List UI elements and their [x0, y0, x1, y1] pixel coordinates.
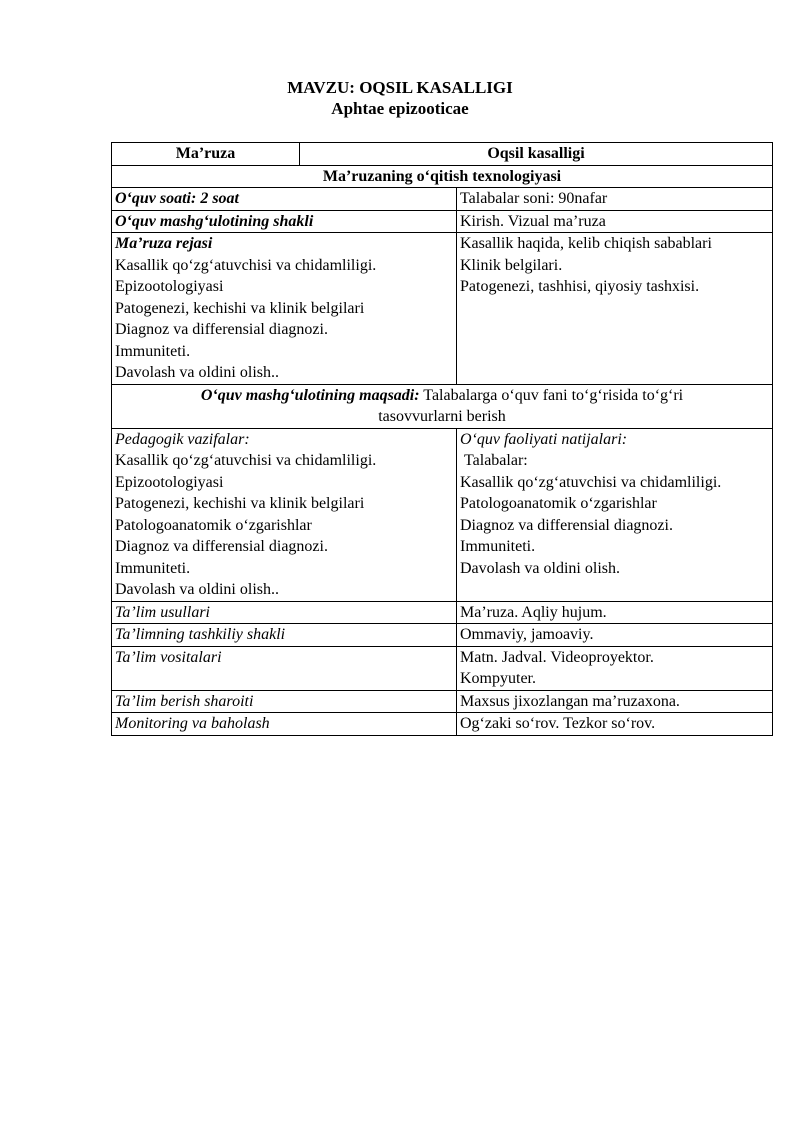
form-value-cell: Kirish. Vizual ma’ruza — [457, 210, 773, 233]
hours-row — [112, 188, 773, 211]
plan-item: Patogenezi, kechishi va klinik belgilari — [115, 299, 365, 317]
org-row — [112, 624, 773, 647]
head-left-cell: Ma’ruza — [112, 143, 300, 166]
monitoring-row — [112, 713, 773, 736]
tasks-label: Pedagogik vazifalar: — [115, 430, 250, 448]
plan-label: Ma’ruza rejasi — [115, 235, 213, 252]
conditions-row — [112, 690, 773, 713]
tools-row — [112, 646, 773, 690]
tools-value-cont: Kompyuter. — [460, 670, 536, 687]
result-item: Diagnoz va differensial diagnozi. — [460, 516, 673, 534]
document-title: MAVZU: OQSIL KASALLIGI — [287, 78, 513, 97]
result-item: Davolash va oldini olish. — [460, 559, 620, 577]
plan-right-item: Kasallik haqida, kelib chiqish sabablari — [460, 235, 712, 252]
task-item: Kasallik qo‘zg‘atuvchisi va chidamliligi. — [115, 452, 377, 469]
goal-text-cont: tasovvurlarni berish — [378, 408, 506, 425]
monitoring-label-cell: Monitoring va baholash — [112, 713, 457, 736]
tools-label-cell: Ta’lim vositalari — [112, 646, 457, 690]
plan-item: Epizootologiyasi — [115, 278, 224, 295]
students-count-cell: Talabalar soni: 90nafar — [457, 188, 773, 211]
conditions-value-cell: Maxsus jixozlangan ma’ruzaxona. — [457, 690, 773, 713]
task-item: Epizootologiyasi — [115, 473, 224, 491]
task-item: Patologoanatomik o‘zgarishlar — [115, 516, 312, 534]
results-subhead: Talabalar: — [464, 452, 528, 469]
lecture-technology-table — [111, 142, 773, 736]
plan-item: Davolash va oldini olish.. — [115, 364, 279, 381]
goal-text: Talabalarga o‘quv fani to‘g‘risida to‘g‘ri — [423, 386, 684, 404]
plan-item: Diagnoz va differensial diagnozi. — [115, 321, 328, 338]
plan-cell — [112, 233, 457, 385]
table-head-row — [112, 143, 773, 166]
results-cell — [457, 428, 773, 601]
org-value-cell: Ommaviy, jamoaviy. — [457, 624, 773, 647]
conditions-label-cell: Ta’lim berish sharoiti — [112, 690, 457, 713]
section-title-row — [112, 165, 773, 188]
result-item: Immuniteti. — [460, 538, 536, 555]
tools-value: Matn. Jadval. Videoproyektor. — [460, 648, 654, 666]
goal-row — [112, 384, 773, 428]
plan-item: Immuniteti. — [115, 342, 191, 360]
tasks-cell — [112, 428, 457, 601]
tasks-row — [112, 428, 773, 601]
head-right-cell: Oqsil kasalligi — [300, 143, 773, 166]
org-label-cell: Ta’limning tashkiliy shakli — [112, 624, 457, 647]
section-title-cell: Ma’ruzaning o‘qitish texnologiyasi — [112, 165, 773, 188]
plan-right-item: Klinik belgilari. — [460, 256, 563, 274]
task-item: Diagnoz va differensial diagnozi. — [115, 538, 328, 555]
task-item: Immuniteti. — [115, 559, 191, 577]
result-item: Kasallik qo‘zg‘atuvchisi va chidamliligi. — [460, 473, 722, 491]
plan-right-item: Patogenezi, tashhisi, qiyosiy tashxisi. — [460, 278, 700, 295]
plan-item: Kasallik qo‘zg‘atuvchisi va chidamliligi. — [115, 256, 377, 274]
plan-right-cell — [457, 233, 773, 385]
methods-label-cell: Ta’lim usullari — [112, 601, 457, 624]
hours-label-cell: O‘quv soati: 2 soat — [112, 188, 457, 211]
form-label-cell: O‘quv mashg‘ulotining shakli — [112, 210, 457, 233]
document-subtitle: Aphtae epizooticae — [331, 99, 469, 118]
results-label: O‘quv faoliyati natijalari: — [460, 430, 628, 448]
tools-value-cell — [457, 646, 773, 690]
goal-cell — [112, 384, 773, 428]
goal-label: O‘quv mashg‘ulotining maqsadi: — [200, 386, 420, 404]
monitoring-value-cell: Og‘zaki so‘rov. Tezkor so‘rov. — [457, 713, 773, 736]
task-item: Davolash va oldini olish.. — [115, 581, 279, 598]
task-item: Patogenezi, kechishi va klinik belgilari — [115, 495, 365, 512]
plan-row — [112, 233, 773, 385]
methods-row — [112, 601, 773, 624]
result-item: Patologoanatomik o‘zgarishlar — [460, 495, 657, 512]
methods-value-cell: Ma’ruza. Aqliy hujum. — [457, 601, 773, 624]
form-row — [112, 210, 773, 233]
